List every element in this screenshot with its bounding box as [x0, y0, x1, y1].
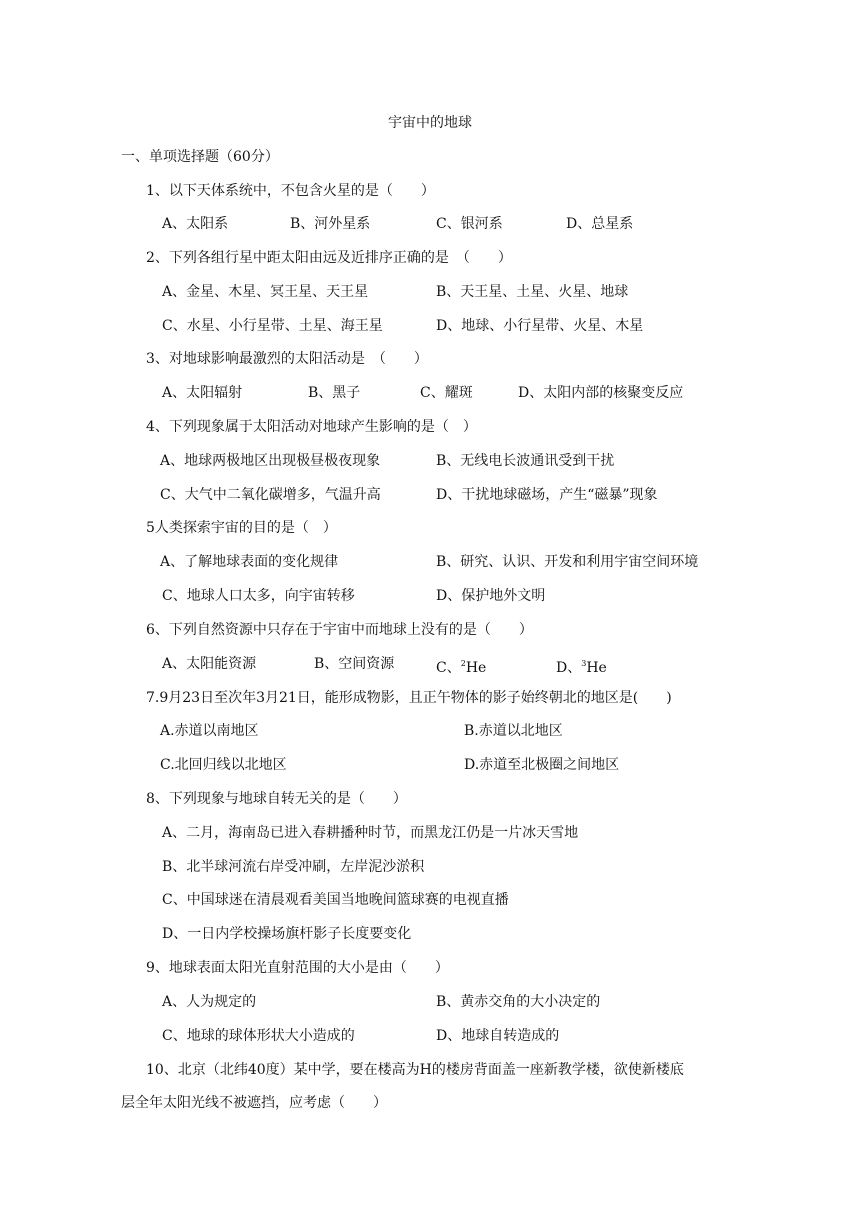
question-8: 8、下列现象与地球自转无关的是（ ）: [146, 791, 407, 807]
question-2: 2、下列各组行星中距太阳由远及近排序正确的是 （ ）: [146, 250, 512, 266]
q5-option-a: A、了解地球表面的变化规律: [160, 554, 339, 570]
q2-option-c: C、水星、小行星带、土星、海王星: [162, 318, 383, 334]
q6-option-b: B、空间资源: [314, 656, 395, 672]
q4-option-b: B、无线电长波通讯受到干扰: [436, 453, 615, 469]
q2-option-b: B、天王星、土星、火星、地球: [436, 284, 629, 300]
q8-option-d: D、一日内学校操场旗杆影子长度要变化: [162, 926, 412, 942]
q6-option-c: C、$^2$He: [436, 659, 487, 676]
q1-option-c: C、银河系: [436, 216, 503, 232]
q3-option-b: B、黑子: [308, 385, 361, 401]
q6-option-d: D、$^3$He: [556, 659, 607, 676]
q4-option-d: D、干扰地球磁场，产生“磁暴”现象: [436, 487, 658, 503]
section-heading: 一、单项选择题（60分）: [121, 149, 279, 165]
question-1: 1、以下天体系统中，不包含火星的是（ ）: [146, 183, 435, 199]
page-title: 宇宙中的地球: [388, 115, 472, 131]
q9-option-a: A、人为规定的: [162, 994, 257, 1010]
superscript: 2: [460, 659, 466, 668]
q7-option-b: B.赤道以北地区: [464, 723, 563, 739]
question-9: 9、地球表面太阳光直射范围的大小是由（ ）: [146, 960, 449, 976]
q9-option-c: C、地球的球体形状大小造成的: [162, 1028, 355, 1044]
question-10-continued: 层全年太阳光线不被遮挡，应考虑（ ）: [121, 1095, 387, 1111]
q4-option-a: A、地球两极地区出现极昼极夜现象: [160, 453, 381, 469]
q4-option-c: C、大气中二氧化碳增多，气温升高: [160, 487, 381, 503]
q5-option-c: C、地球人口太多，向宇宙转移: [162, 588, 355, 604]
q2-option-d: D、地球、小行星带、火星、木星: [436, 318, 644, 334]
q9-option-b: B、黄赤交角的大小决定的: [436, 994, 601, 1010]
q1-option-d: D、总星系: [566, 216, 634, 232]
q6-option-a: A、太阳能资源: [162, 656, 257, 672]
q5-option-d: D、保护地外文明: [436, 588, 546, 604]
question-4: 4、下列现象属于太阳活动对地球产生影响的是（ ）: [146, 419, 477, 435]
q1-option-b: B、河外星系: [290, 216, 371, 232]
q3-option-a: A、太阳辐射: [162, 385, 243, 401]
q8-option-a: A、二月，海南岛已进入春耕播种时节，而黑龙江仍是一片冰天雪地: [162, 825, 579, 841]
q7-option-a: A.赤道以南地区: [160, 723, 259, 739]
q2-option-a: A、金星、木星、冥王星、天王星: [162, 284, 369, 300]
q8-option-b: B、北半球河流右岸受冲刷，左岸泥沙淤积: [162, 859, 425, 875]
q9-option-d: D、地球自转造成的: [436, 1028, 560, 1044]
q8-option-c: C、中国球迷在清晨观看美国当地晚间篮球赛的电视直播: [162, 892, 509, 908]
question-6: 6、下列自然资源中只存在于宇宙中而地球上没有的是（ ）: [146, 622, 533, 638]
q5-option-b: B、研究、认识、开发和利用宇宙空间环境: [436, 554, 699, 570]
superscript: 3: [581, 659, 587, 668]
question-10: 10、北京（北纬40度）某中学，要在楼高为H的楼房背面盖一座新教学楼，欲使新楼底: [146, 1062, 684, 1078]
q7-option-d: D.赤道至北极圈之间地区: [464, 757, 620, 773]
question-3: 3、对地球影响最激烈的太阳活动是 （ ）: [146, 351, 428, 367]
q7-option-c: C.北回归线以北地区: [160, 757, 287, 773]
question-5: 5人类探索宇宙的目的是（ ）: [146, 520, 337, 536]
q1-option-a: A、太阳系: [162, 216, 229, 232]
q3-option-c: C、耀斑: [420, 385, 473, 401]
q3-option-d: D、太阳内部的核聚变反应: [518, 385, 684, 401]
question-7: 7.9月23日至次年3月21日，能形成物影，且正午物体的影子始终朝北的地区是( ): [146, 690, 672, 706]
